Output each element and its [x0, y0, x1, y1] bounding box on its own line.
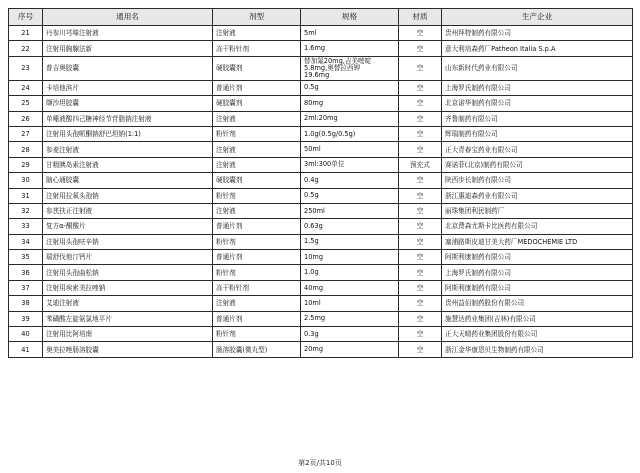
table-row — [9, 234, 633, 249]
spec-line: 0.4g — [304, 175, 319, 184]
spec-line: 10mg — [304, 252, 323, 261]
cell-spec — [301, 203, 399, 218]
cell-spec — [301, 311, 399, 326]
cell-drug-name: 注射用头孢曲松钠 — [43, 265, 213, 280]
cell-material: 空 — [399, 311, 442, 326]
cell-row-no: 38 — [9, 296, 43, 311]
cell-row-no: 28 — [9, 142, 43, 157]
drug-list-table — [8, 8, 633, 358]
cell-manufacturer: 北京费森尤斯卡比医药有限公司 — [442, 219, 633, 234]
cell-dosage-form: 注射液 — [213, 296, 301, 311]
cell-material: 预充式 — [399, 157, 442, 172]
cell-row-no: 35 — [9, 250, 43, 265]
spec-line: 250ml — [304, 206, 325, 215]
cell-drug-name: 甘精胰岛素注射液 — [43, 157, 213, 172]
cell-dosage-form: 冻干粉针剂 — [213, 280, 301, 295]
cell-manufacturer: 上海罗氏制药有限公司 — [442, 265, 633, 280]
cell-manufacturer: 丽珠集团利民制药厂 — [442, 203, 633, 218]
spec-line: 19.6mg — [304, 70, 330, 79]
cell-manufacturer: 正大天晴药业集团股份有限公司 — [442, 327, 633, 342]
cell-spec — [301, 111, 399, 126]
cell-spec — [301, 173, 399, 188]
spec-line: 40mg — [304, 283, 323, 292]
cell-drug-name: 复方α-酮酸片 — [43, 219, 213, 234]
cell-material: 空 — [399, 41, 442, 56]
cell-drug-name: 苯磺酸左旋氨氯地平片 — [43, 311, 213, 326]
cell-row-no: 29 — [9, 157, 43, 172]
cell-dosage-form: 注射液 — [213, 157, 301, 172]
cell-spec — [301, 342, 399, 357]
cell-material: 空 — [399, 250, 442, 265]
cell-row-no: 32 — [9, 203, 43, 218]
cell-manufacturer: 正大青春宝药业有限公司 — [442, 142, 633, 157]
cell-manufacturer: 齐鲁制药有限公司 — [442, 111, 633, 126]
cell-drug-name: 注射用头孢呋辛钠 — [43, 234, 213, 249]
cell-dosage-form: 硬胶囊剂 — [213, 56, 301, 80]
cell-material: 空 — [399, 327, 442, 342]
spec-line: 20mg — [304, 345, 323, 354]
cell-row-no: 25 — [9, 96, 43, 111]
cell-drug-name: 卡培他滨片 — [43, 80, 213, 95]
cell-dosage-form: 粉针剂 — [213, 327, 301, 342]
cell-drug-name: 奥美拉唑肠溶胶囊 — [43, 342, 213, 357]
table-row — [9, 26, 633, 41]
cell-drug-name: 参麦注射液 — [43, 142, 213, 157]
cell-manufacturer: 浙江惠迪森药业有限公司 — [442, 188, 633, 203]
spec-line: 3ml:300单位 — [304, 160, 345, 169]
cell-row-no: 22 — [9, 41, 43, 56]
table-row — [9, 280, 633, 295]
cell-material: 空 — [399, 234, 442, 249]
cell-dosage-form: 普通片剂 — [213, 311, 301, 326]
table-row — [9, 311, 633, 326]
cell-material: 空 — [399, 80, 442, 95]
spec-line: 0.5g — [304, 83, 319, 92]
cell-dosage-form: 注射液 — [213, 26, 301, 41]
cell-manufacturer: 贵州益佰制药股份有限公司 — [442, 296, 633, 311]
cell-dosage-form: 注射液 — [213, 142, 301, 157]
cell-row-no: 36 — [9, 265, 43, 280]
header-cell-name: 通用名 — [43, 9, 213, 26]
cell-material: 空 — [399, 96, 442, 111]
cell-material: 空 — [399, 188, 442, 203]
cell-dosage-form: 普通片剂 — [213, 219, 301, 234]
header-cell-material: 材质 — [399, 9, 442, 26]
spec-line: 2ml:20mg — [304, 114, 338, 123]
cell-material: 空 — [399, 342, 442, 357]
table-row — [9, 219, 633, 234]
spec-line: 替加氟20mg,吉美嘧啶 — [304, 56, 372, 65]
cell-manufacturer: 浙江金华康恩贝生物制药有限公司 — [442, 342, 633, 357]
cell-spec — [301, 234, 399, 249]
cell-row-no: 27 — [9, 126, 43, 141]
table-row — [9, 342, 633, 357]
cell-manufacturer: 阿斯利康制药有限公司 — [442, 280, 633, 295]
cell-manufacturer: 施慧达药业集团(吉林)有限公司 — [442, 311, 633, 326]
spec-line: 1.0g — [304, 268, 319, 277]
cell-material: 空 — [399, 265, 442, 280]
cell-row-no: 23 — [9, 56, 43, 80]
cell-manufacturer: 塞浦路斯皮迪甘美大药厂MEDOCHEMIE LTD — [442, 234, 633, 249]
cell-row-no: 24 — [9, 80, 43, 95]
cell-dosage-form: 粉针剂 — [213, 126, 301, 141]
table-row — [9, 250, 633, 265]
table-row — [9, 265, 633, 280]
cell-spec — [301, 80, 399, 95]
table-row — [9, 96, 633, 111]
cell-drug-name: 普吉奥胶囊 — [43, 56, 213, 80]
cell-spec — [301, 157, 399, 172]
table-row — [9, 203, 633, 218]
cell-manufacturer: 贵州拜特制药有限公司 — [442, 26, 633, 41]
cell-dosage-form: 粉针剂 — [213, 265, 301, 280]
table-row — [9, 80, 633, 95]
cell-drug-name: 注射用胸腺法新 — [43, 41, 213, 56]
document-page — [8, 8, 632, 358]
cell-manufacturer: 赛诺菲(北京)制药有限公司 — [442, 157, 633, 172]
cell-dosage-form: 硬胶囊剂 — [213, 173, 301, 188]
cell-drug-name: 缬沙坦胶囊 — [43, 96, 213, 111]
header-cell-spec: 规格 — [301, 9, 399, 26]
cell-manufacturer: 陕西步长制药有限公司 — [442, 173, 633, 188]
cell-row-no: 26 — [9, 111, 43, 126]
cell-spec — [301, 188, 399, 203]
spec-line: 5.8mg,奥替拉西钾 — [304, 63, 361, 72]
cell-dosage-form: 粉针剂 — [213, 188, 301, 203]
cell-spec — [301, 280, 399, 295]
cell-row-no: 39 — [9, 311, 43, 326]
spec-line: 50ml — [304, 145, 321, 154]
cell-spec — [301, 96, 399, 111]
table-row — [9, 41, 633, 56]
cell-manufacturer: 意大利培森药厂Patheon Italia S.p.A — [442, 41, 633, 56]
cell-manufacturer: 北京诺华制药有限公司 — [442, 96, 633, 111]
table-row — [9, 126, 633, 141]
cell-dosage-form: 注射液 — [213, 111, 301, 126]
cell-dosage-form: 硬胶囊剂 — [213, 96, 301, 111]
cell-spec — [301, 142, 399, 157]
cell-material: 空 — [399, 219, 442, 234]
header-cell-maker: 生产企业 — [442, 9, 633, 26]
spec-line: 1.5g — [304, 237, 319, 246]
cell-material: 空 — [399, 280, 442, 295]
cell-row-no: 37 — [9, 280, 43, 295]
table-row — [9, 173, 633, 188]
cell-spec — [301, 250, 399, 265]
cell-spec — [301, 56, 399, 80]
page-number: 第2页/共10页 — [298, 459, 342, 467]
cell-row-no: 41 — [9, 342, 43, 357]
table-header-row — [9, 9, 633, 26]
cell-drug-name: 单唾液酸四己糖神经节苷脂钠注射液 — [43, 111, 213, 126]
table-row — [9, 327, 633, 342]
spec-line: 80mg — [304, 98, 323, 107]
spec-line: 2.5mg — [304, 314, 326, 323]
cell-drug-name: 丹参川芎嗪注射液 — [43, 26, 213, 41]
table-row — [9, 142, 633, 157]
cell-spec — [301, 296, 399, 311]
cell-row-no: 33 — [9, 219, 43, 234]
cell-row-no: 21 — [9, 26, 43, 41]
cell-drug-name: 注射用比阿培南 — [43, 327, 213, 342]
cell-dosage-form: 注射液 — [213, 203, 301, 218]
cell-dosage-form: 肠溶胶囊(微丸型) — [213, 342, 301, 357]
cell-drug-name: 瑞舒伐他汀钙片 — [43, 250, 213, 265]
spec-line: 0.5g — [304, 191, 319, 200]
cell-drug-name: 脑心通胶囊 — [43, 173, 213, 188]
spec-line: 0.63g — [304, 221, 323, 230]
table-row — [9, 111, 633, 126]
cell-manufacturer: 山东新时代药业有限公司 — [442, 56, 633, 80]
table-row — [9, 188, 633, 203]
spec-line: 10ml — [304, 298, 321, 307]
cell-dosage-form: 普通片剂 — [213, 80, 301, 95]
cell-row-no: 30 — [9, 173, 43, 188]
header-cell-form: 剂型 — [213, 9, 301, 26]
cell-spec — [301, 265, 399, 280]
cell-manufacturer: 阿斯利康制药有限公司 — [442, 250, 633, 265]
cell-row-no: 40 — [9, 327, 43, 342]
spec-line: 1.6mg — [304, 44, 326, 53]
cell-material: 空 — [399, 111, 442, 126]
cell-material: 空 — [399, 142, 442, 157]
cell-drug-name: 艾迪注射液 — [43, 296, 213, 311]
spec-line: 1.0g(0.5g/0.5g) — [304, 129, 356, 138]
cell-drug-name: 注射用埃索美拉唑钠 — [43, 280, 213, 295]
cell-spec — [301, 126, 399, 141]
cell-dosage-form: 冻干粉针剂 — [213, 41, 301, 56]
spec-line: 5ml — [304, 28, 317, 37]
table-row — [9, 56, 633, 80]
cell-row-no: 34 — [9, 234, 43, 249]
cell-drug-name: 注射用头孢哌酮钠舒巴坦钠(1:1) — [43, 126, 213, 141]
table-body — [9, 26, 633, 358]
cell-material: 空 — [399, 126, 442, 141]
table-row — [9, 296, 633, 311]
cell-spec — [301, 41, 399, 56]
table-row — [9, 157, 633, 172]
cell-manufacturer: 上海罗氏制药有限公司 — [442, 80, 633, 95]
cell-manufacturer: 辉瑞制药有限公司 — [442, 126, 633, 141]
cell-dosage-form: 普通片剂 — [213, 250, 301, 265]
cell-material: 空 — [399, 296, 442, 311]
cell-material: 空 — [399, 56, 442, 80]
cell-material: 空 — [399, 26, 442, 41]
cell-material: 空 — [399, 173, 442, 188]
header-cell-no: 序号 — [9, 9, 43, 26]
spec-line: 0.3g — [304, 329, 319, 338]
cell-spec — [301, 327, 399, 342]
cell-drug-name: 参芪扶正注射液 — [43, 203, 213, 218]
cell-dosage-form: 粉针剂 — [213, 234, 301, 249]
cell-spec — [301, 26, 399, 41]
cell-drug-name: 注射用拉氧头孢钠 — [43, 188, 213, 203]
cell-row-no: 31 — [9, 188, 43, 203]
cell-material: 空 — [399, 203, 442, 218]
cell-spec — [301, 219, 399, 234]
